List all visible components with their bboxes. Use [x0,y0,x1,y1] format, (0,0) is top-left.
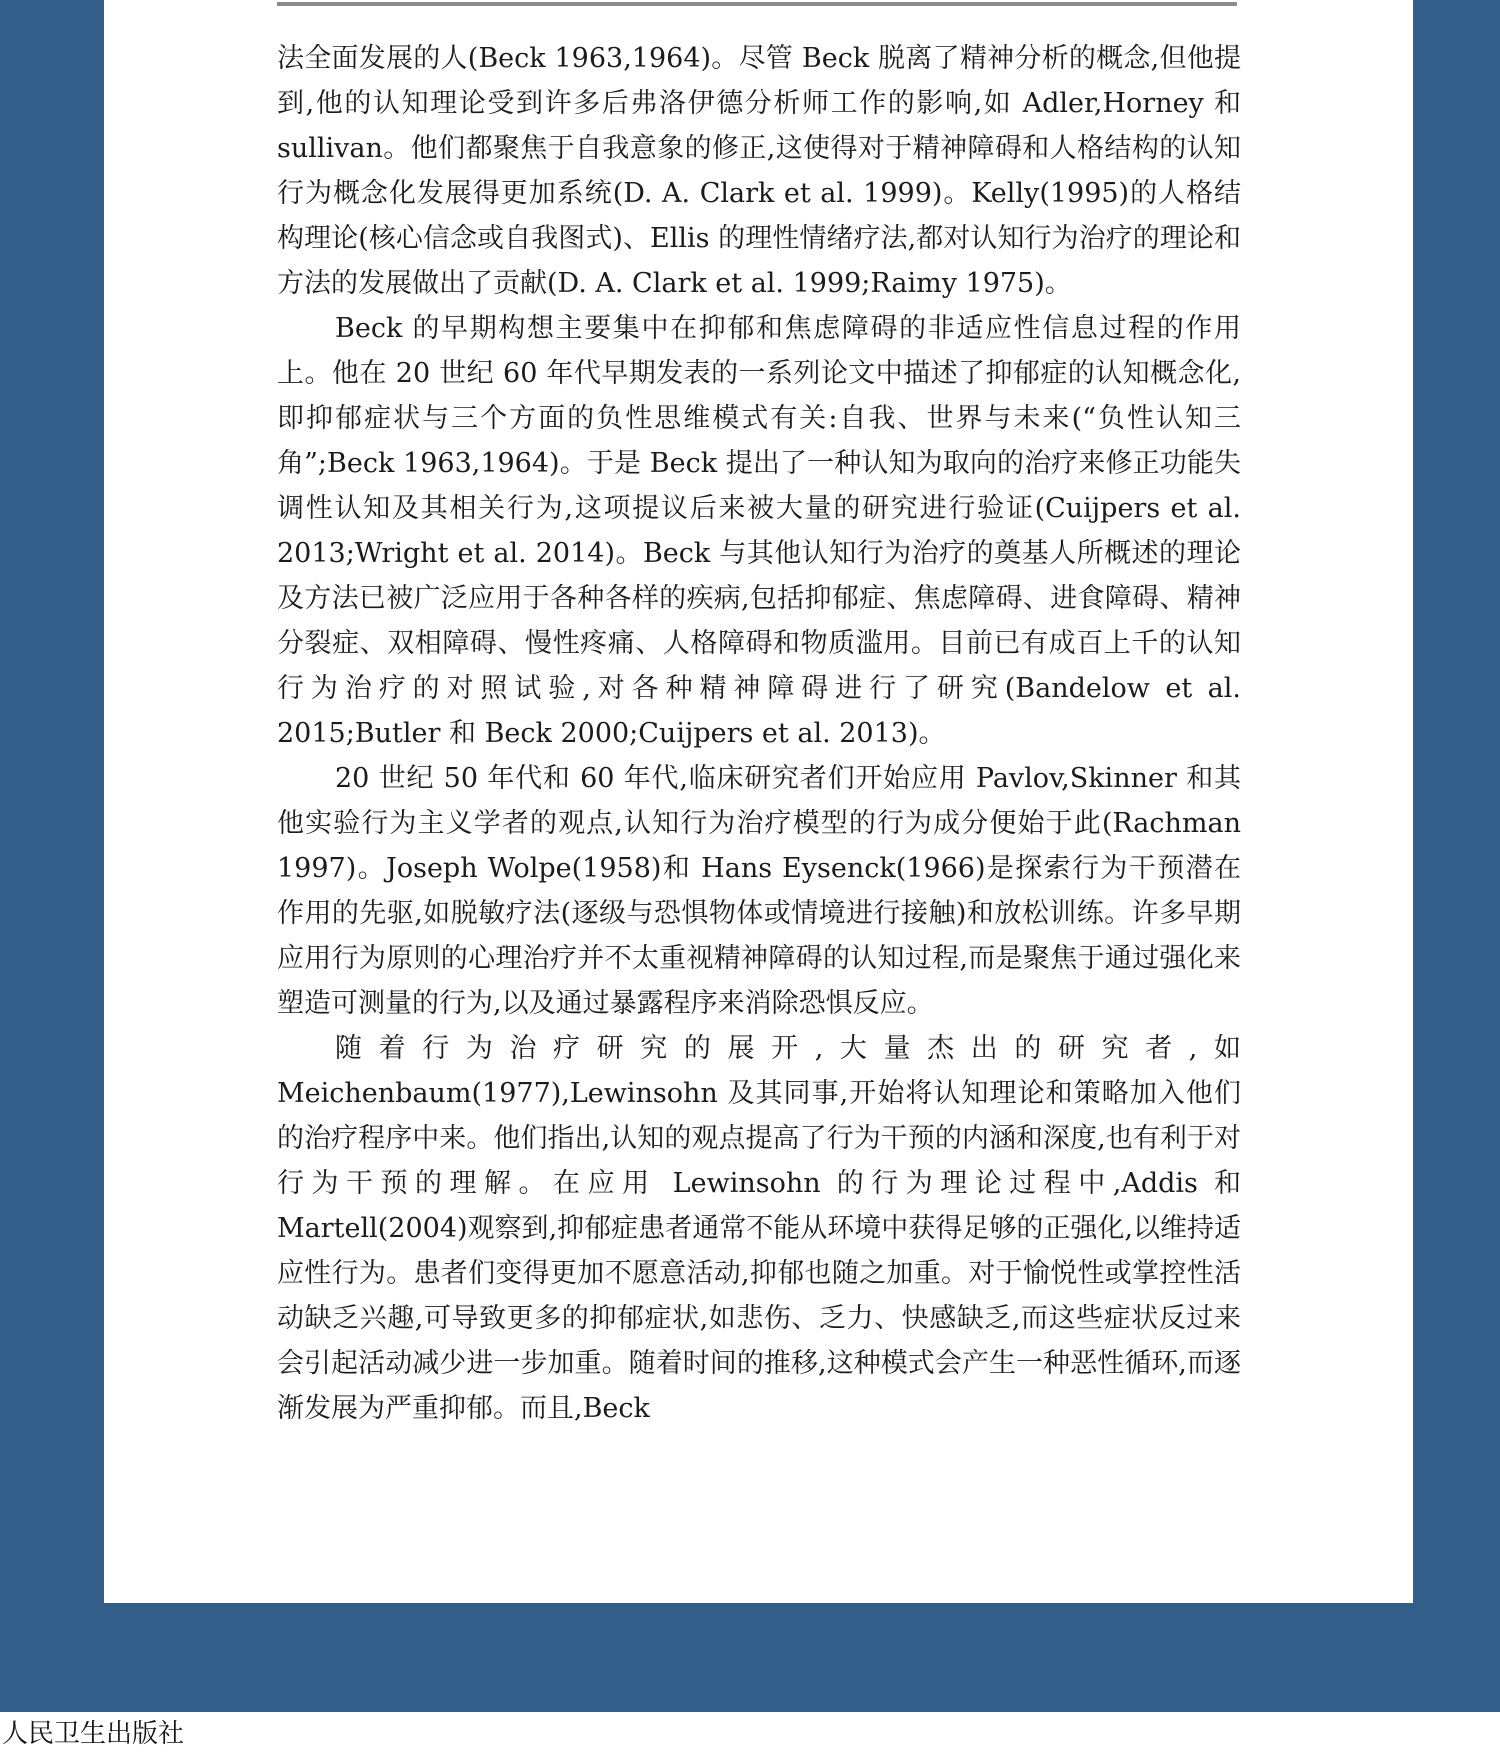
book-page [104,0,1413,1603]
paragraph-1: 法全面发展的人(Beck 1963,1964)。尽管 Beck 脱离了精神分析的概念,但他提到,他的认知理论受到许多后弗洛伊德分析师工作的影响,如 Adler,Horney 和 sullivan。他们都聚焦于自我意象的修正,这使得对于精神障碍和人格结构的认知行为概念化发展得更加系统(D. A. Clark et al. 1999)。Kelly(1995)的人格结构理论(核心信念或自我图式)、Ellis 的理性情绪疗法,都对认知行为治疗的理论和方法的发展做出了贡献(D. A. Clark et al. 1999;Raimy 1975)。 [277,43,1241,299]
paragraph-2: Beck 的早期构想主要集中在抑郁和焦虑障碍的非适应性信息过程的作用上。他在 20 世纪 60 年代早期发表的一系列论文中描述了抑郁症的认知概念化,即抑郁症状与三个方面的负性思维模式有关:自我、世界与未来(“负性认知三角”;Beck 1963,1964)。于是 Beck 提出了一种认知为取向的治疗来修正功能失调性认知及其相关行为,这项提议后来被大量的研究进行验证(Cuijpers et al. 2013;Wright et al. 2014)。Beck 与其他认知行为治疗的奠基人所概述的理论及方法已被广泛应用于各种各样的疾病,包括抑郁症、焦虑障碍、进食障碍、精神分裂症、双相障碍、慢性疼痛、人格障碍和物质滥用。目前已有成百上千的认知行为治疗的对照试验,对各种精神障碍进行了研究(Bandelow et al. 2015;Butler 和 Beck 2000;Cuijpers et al. 2013)。 [277,313,1241,749]
paragraph-3: 20 世纪 50 年代和 60 年代,临床研究者们开始应用 Pavlov,Skinner 和其他实验行为主义学者的观点,认知行为治疗模型的行为成分便始于此(Rachman 1997)。Joseph Wolpe(1958)和 Hans Eysenck(1966)是探索行为干预潜在作用的先驱,如脱敏疗法(逐级与恐惧物体或情境进行接触)和放松训练。许多早期应用行为原则的心理治疗并不太重视精神障碍的认知过程,而是聚焦于通过强化来塑造可测量的行为,以及通过暴露程序来消除恐惧反应。 [277,763,1241,1019]
header-rule [277,2,1237,6]
publisher-caption: 人民卫生出版社 [2,1719,185,1749]
body-text [277,36,1241,1431]
paragraph-4: 随着行为治疗研究的展开,大量杰出的研究者,如 Meichenbaum(1977),Lewinsohn 及其同事,开始将认知理论和策略加入他们的治疗程序中来。他们指出,认知的观点提高了行为干预的内涵和深度,也有利于对行为干预的理解。在应用 Lewinsohn 的行为理论过程中,Addis 和 Martell(2004)观察到,抑郁症患者通常不能从环境中获得足够的正强化,以维持适应性行为。患者们变得更加不愿意活动,抑郁也随之加重。对于愉悦性或掌控性活动缺乏兴趣,可导致更多的抑郁症状,如悲伤、乏力、快感缺乏,而这些症状反过来会引起活动减少进一步加重。随着时间的推移,这种模式会产生一种恶性循环,而逐渐发展为严重抑郁。而且,Beck [277,1033,1241,1424]
